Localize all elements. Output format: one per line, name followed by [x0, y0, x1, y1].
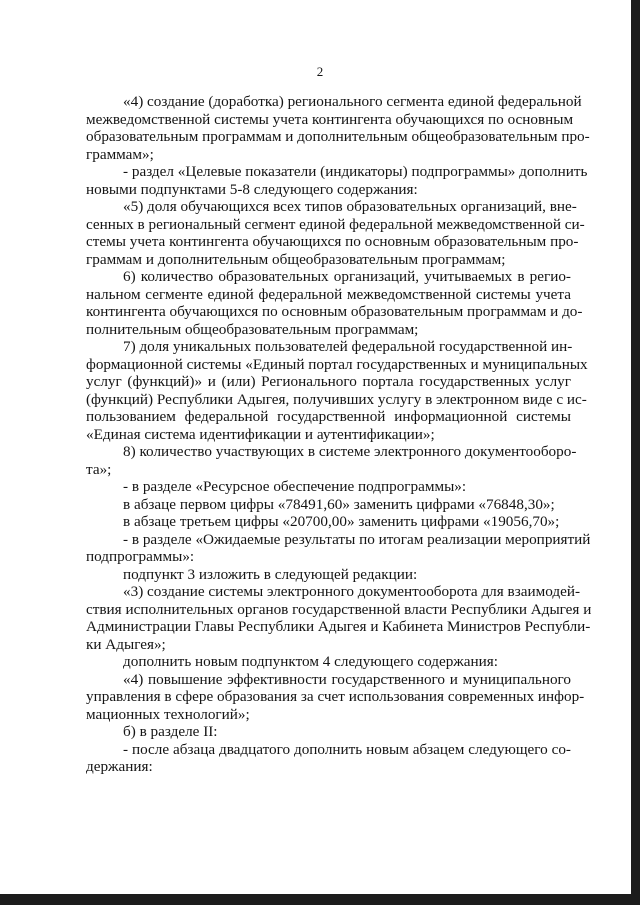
text-line: нальном сегменте единой федеральной межведомственной системы учета [86, 285, 571, 303]
text-line: новыми подпунктами 5-8 следующего содержания: [86, 180, 418, 198]
text-line: контингента обучающихся по основным образовательным программам и до- [86, 303, 583, 320]
text-line: б) в разделе II: [123, 723, 218, 740]
text-line: (функций) Республики Адыгея, получивших услугу в электронном виде с ис- [86, 390, 587, 408]
text-line: держания: [86, 758, 153, 775]
text-line: «4) создание (доработка) регионального сегмента единой федеральной [123, 93, 582, 110]
text-line: сенных в региональный сегмент единой федеральной межведомственной си- [86, 215, 585, 233]
text-line: пользованием федеральной государственной информационной системы [86, 408, 571, 425]
scan-edge-right [631, 0, 640, 905]
text-line: управления в сфере образования за счет использования современных инфор- [86, 688, 585, 705]
text-line: в абзаце первом цифры «78491,60» заменить цифрами «76848,30»; [123, 495, 555, 513]
text-line: в абзаце третьем цифры «20700,00» заменить цифрами «19056,70»; [123, 513, 560, 530]
text-line: услуг (функций)» и (или) Регионального портала государственных услуг [86, 373, 571, 390]
text-line: «Единая система идентификации и аутентификации»; [86, 425, 435, 443]
text-line: межведомственной системы учета контингента обучающихся по основным [86, 110, 574, 128]
text-line: формационной системы «Единый портал государственных и муниципальных [86, 355, 588, 373]
text-line: 6) количество образовательных организаций, учитываемых в регио- [123, 268, 571, 285]
text-line: подпункт 3 изложить в следующей редакции: [123, 565, 418, 583]
text-line: стемы учета контингента обучающихся по основным образовательным про- [86, 233, 579, 250]
text-line: 8) количество участвующих в системе электронного документооборо- [123, 443, 577, 460]
text-line: - в разделе «Ожидаемые результаты по итогам реализации мероприятий [123, 530, 591, 548]
text-line: Администрации Главы Республики Адыгея и Кабинета Министров Республи- [86, 618, 591, 635]
text-line: образовательным программам и дополнительным общеобразовательным про- [86, 128, 590, 145]
text-line: «5) доля обучающихся всех типов образовательных организаций, вне- [123, 198, 577, 215]
text-line: 7) доля уникальных пользователей федеральной государственной ин- [123, 338, 573, 355]
text-line: подпрограммы»: [86, 548, 195, 565]
scan-edge-bottom [0, 894, 640, 905]
text-line: граммам»; [86, 145, 154, 163]
text-line: «4) повышение эффективности государственного и муниципального [123, 670, 571, 688]
document-body [86, 93, 592, 776]
text-line: - в разделе «Ресурсное обеспечение подпрограммы»: [123, 478, 467, 495]
page-number: 2 [316, 64, 324, 79]
text-line: мационных технологий»; [86, 705, 250, 723]
text-line: ки Адыгея»; [86, 635, 166, 653]
text-line: - раздел «Целевые показатели (индикаторы) подпрограммы» дополнить [123, 163, 588, 180]
text-line: ствия исполнительных органов государственной власти Республики Адыгея и [86, 600, 592, 618]
text-line: «3) создание системы электронного документооборота для взаимодей- [123, 583, 581, 600]
text-line: та»; [86, 460, 112, 478]
text-line: полнительным общеобразовательным программам; [86, 320, 419, 338]
text-line: дополнить новым подпунктом 4 следующего содержания: [123, 653, 498, 670]
text-line: - после абзаца двадцатого дополнить новым абзацем следующего со- [123, 740, 571, 758]
text-line: граммам и дополнительным общеобразовательным программам; [86, 250, 506, 268]
